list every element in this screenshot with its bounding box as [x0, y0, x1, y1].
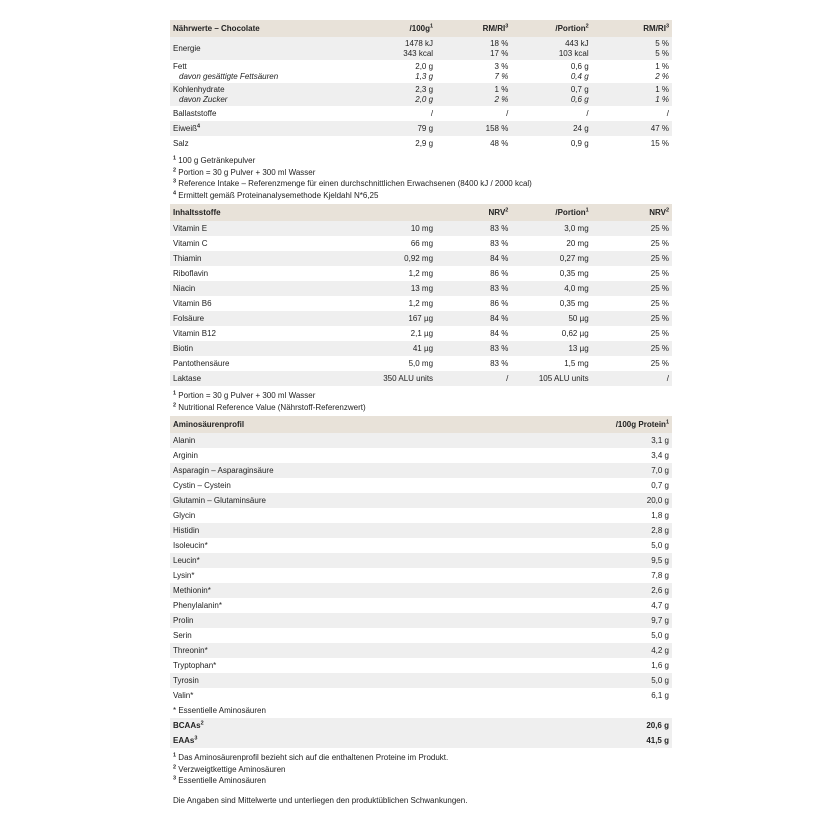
ingredient-per-portion: 4,0 mg [511, 281, 591, 296]
ri-per-portion-value: 5 % [655, 39, 669, 48]
nutrition-row [170, 83, 672, 106]
nutrition-row [170, 106, 672, 121]
nutrition-header-ri1: $RM/RI^3$ [436, 20, 511, 37]
footnote [173, 752, 669, 764]
ingredient-row [170, 296, 672, 311]
ingredient-name: Laktase [170, 371, 361, 386]
per-portion-value-sub: 0,6 g [570, 94, 589, 104]
per-portion-value-cell [511, 83, 591, 106]
ingredient-nrv-per100: 83 % [436, 221, 511, 236]
ri-per100-value-cell [436, 106, 511, 121]
per100-value-sub: 343 kcal [403, 48, 434, 58]
ingredient-nrv-per-portion: 25 % [650, 329, 669, 338]
per-portion-value: 0,9 g [570, 139, 589, 148]
footnote-number: 1 [173, 155, 177, 162]
ingredient-nrv-per100: 83 % [490, 359, 509, 368]
ingredient-nrv-per100: 86 % [490, 269, 509, 278]
amino-row [170, 433, 672, 448]
ingredient-per-portion: 13 µg [511, 341, 591, 356]
per100-value-sub: 2,0 g [415, 94, 434, 104]
ingredient-nrv-per-portion: 25 % [592, 221, 672, 236]
ri-per-portion-value: 1 % [655, 62, 669, 71]
footnote-marker: 3 [194, 735, 198, 742]
nutrient-name-cell [170, 136, 361, 151]
ri-per100-value-cell [436, 83, 511, 106]
ingredient-row [170, 236, 672, 251]
ingredient-name: Vitamin E [170, 221, 361, 236]
essential-note-row [170, 703, 672, 718]
nutrient-subname: davon Zucker [179, 94, 228, 104]
ingredient-nrv-per-portion: 25 % [650, 239, 669, 248]
ingredient-row [170, 356, 672, 371]
ingredient-name: Vitamin B6 [173, 299, 212, 308]
amino-name: Prolin [170, 613, 572, 628]
amino-name: Lysin* [173, 571, 195, 580]
ingredient-per100: 5,0 mg [408, 359, 434, 368]
nutrition-header-row [170, 20, 672, 37]
amino-value: 5,0 g [651, 631, 669, 640]
per100-value-cell [361, 83, 436, 106]
ri-per100-value-cell [436, 60, 511, 83]
amino-value: 1,6 g [651, 661, 669, 670]
per-portion-value: 0,7 g [570, 85, 589, 94]
amino-name: Isoleucin* [173, 541, 208, 550]
amino-row [170, 463, 672, 478]
ingredient-nrv-per-portion: 25 % [592, 251, 672, 266]
amino-row [170, 658, 672, 673]
per100-value: 2,3 g [415, 85, 434, 94]
per-portion-value: 0,6 g [570, 62, 589, 71]
amino-name: Tryptophan* [173, 661, 217, 670]
nutrient-name: Ballaststoffe [173, 109, 217, 118]
footnote-number: 4 [173, 189, 177, 196]
amino-total-value: 41,5 g [572, 733, 672, 748]
footnote-marker: 4 [197, 123, 201, 130]
ri-per-portion-value-cell [592, 121, 672, 136]
per-portion-value-cell [511, 106, 591, 121]
ingredient-per-portion: 50 µg [511, 311, 591, 326]
amino-row [170, 688, 672, 703]
ri-per-portion-value-cell [592, 136, 672, 151]
amino-value: 3,1 g [572, 433, 672, 448]
amino-name: Glycin [173, 511, 196, 520]
nutrition-document [170, 20, 672, 811]
amino-row [170, 568, 672, 583]
ri-per100-value-cell [436, 37, 511, 60]
amino-row [170, 493, 672, 508]
amino-row [170, 553, 672, 568]
per100-value-cell [361, 121, 436, 136]
amino-row [170, 538, 672, 553]
ri-per-portion-value-cell [592, 37, 672, 60]
amino-name: Histidin [170, 523, 572, 538]
ingredient-nrv-per-portion: / [592, 371, 672, 386]
amino-header-row [170, 416, 672, 433]
ingredient-nrv-per100: 84 % [436, 251, 511, 266]
amino-value: 2,8 g [572, 523, 672, 538]
ingredient-per-portion: 1,5 mg [564, 359, 589, 368]
footnote-text: Das Aminosäurenprofil bezieht sich auf die enthaltenen Proteine im Produkt. [178, 753, 449, 762]
per-portion-value-sub: 103 kcal [558, 48, 589, 58]
ri-per-portion-value-cell [592, 106, 672, 121]
amino-name: Tyrosin [170, 673, 572, 688]
ingredient-name: Pantothensäure [173, 359, 230, 368]
ingredient-row [170, 341, 672, 356]
nutrient-name-cell [170, 60, 361, 83]
ingredient-row [170, 251, 672, 266]
amino-value: 5,0 g [572, 673, 672, 688]
ri-per100-value: 3 % [494, 62, 509, 71]
footnote-text: Nutritional Reference Value (Nährstoff-Referenzwert) [178, 402, 366, 412]
footnote-number: 2 [173, 763, 177, 770]
amino-name: Leucin* [170, 553, 572, 568]
amino-name: Valin* [173, 691, 194, 700]
amino-row [170, 448, 672, 463]
ingredient-row [170, 311, 672, 326]
amino-name: Serin [173, 631, 192, 640]
ingredient-per100: 13 mg [361, 281, 436, 296]
per-portion-value-sub: 0,4 g [570, 71, 589, 81]
ingredients-header-blank [361, 204, 436, 221]
amino-total-name-cell [170, 733, 572, 748]
footnote [173, 178, 669, 190]
per-portion-value: 24 g [573, 124, 589, 133]
ingredient-per-portion: 20 mg [566, 239, 589, 248]
ingredient-name: Thiamin [170, 251, 361, 266]
footnote [173, 167, 669, 179]
amino-row [170, 523, 672, 538]
nutrient-name-cell [170, 83, 361, 106]
nutrition-table [170, 20, 672, 151]
ri-per-portion-value: 1 % [655, 85, 669, 94]
ri-per100-value-sub: 7 % [494, 71, 509, 81]
ri-per-portion-value-sub: 2 % [655, 71, 669, 81]
ingredient-per100: 41 µg [361, 341, 436, 356]
amino-value: 2,6 g [572, 583, 672, 598]
footnote [173, 155, 669, 167]
ingredients-header-name: Inhaltsstoffe [170, 204, 361, 221]
ingredient-nrv-per-portion: 25 % [592, 341, 672, 356]
amino-total-row [170, 733, 672, 748]
amino-header-name: Aminosäurenprofil [170, 416, 572, 433]
ingredients-table [170, 204, 672, 386]
ingredient-per100: 1,2 mg [408, 269, 434, 278]
ingredient-nrv-per100: 83 % [436, 341, 511, 356]
footnote-number: 3 [173, 178, 177, 185]
nutrition-row [170, 60, 672, 83]
ingredient-row [170, 281, 672, 296]
amino-total-row [170, 718, 672, 733]
amino-row [170, 508, 672, 523]
footnote-text: Portion = 30 g Pulver + 300 ml Wasser [178, 167, 316, 177]
nutrient-name-cell [170, 37, 361, 60]
ingredient-name: Folsäure [170, 311, 361, 326]
ingredient-per100: 0,92 mg [361, 251, 436, 266]
ri-per-portion-value: / [666, 109, 669, 118]
ingredient-per100: 167 µg [361, 311, 436, 326]
amino-row [170, 478, 672, 493]
ingredient-row [170, 371, 672, 386]
per100-value: 79 g [417, 124, 434, 133]
nutrition-header-per100: $/100g^1$ [361, 20, 436, 37]
per-portion-value-cell [511, 37, 591, 60]
amino-total-name: EAAs [173, 736, 195, 745]
nutrient-subname: davon gesättigte Fettsäuren [179, 71, 279, 81]
ri-per100-value: 18 % [490, 39, 509, 48]
amino-value: 4,2 g [572, 643, 672, 658]
footnote-number: 1 [173, 752, 177, 759]
amino-footnotes [170, 748, 672, 790]
amino-row [170, 613, 672, 628]
ingredient-nrv-per100: 84 % [436, 311, 511, 326]
per100-value: 2,0 g [415, 62, 434, 71]
nutrient-name: Salz [173, 139, 189, 148]
ri-per100-value-cell [436, 136, 511, 151]
nutrition-footnotes [170, 151, 672, 204]
ri-per100-value-sub: 2 % [494, 94, 509, 104]
ingredient-per-portion: 0,35 mg [559, 299, 589, 308]
amino-value: 1,8 g [651, 511, 669, 520]
nutrient-name-cell [170, 106, 361, 121]
nutrient-name: Fett [173, 62, 187, 71]
amino-value: 0,7 g [651, 481, 669, 490]
amino-row [170, 643, 672, 658]
ingredient-per-portion: 105 ALU units [511, 371, 591, 386]
nutrition-row [170, 136, 672, 151]
footnote [173, 390, 669, 402]
amino-value: 6,1 g [651, 691, 669, 700]
footnote-number: 2 [173, 401, 177, 408]
footnote-number: 3 [173, 775, 177, 782]
ri-per-portion-value: 15 % [650, 139, 669, 148]
amino-name: Threonin* [170, 643, 572, 658]
essential-note: * Essentielle Aminosäuren [173, 706, 266, 715]
disclaimer-text: Die Angaben sind Mittelwerte und unterliegen den produktüblichen Schwankungen. [173, 795, 468, 805]
per100-value-sub: 1,3 g [415, 71, 434, 81]
per-portion-value-cell [511, 60, 591, 83]
amino-name: Asparagin – Asparaginsäure [170, 463, 572, 478]
footnote-marker: 2 [200, 720, 204, 727]
ingredients-header-row [170, 204, 672, 221]
ingredient-per-portion: 0,35 mg [559, 269, 589, 278]
amino-name: Cystin – Cystein [173, 481, 231, 490]
nutrition-header-ri2: $RM/RI^3$ [592, 20, 672, 37]
amino-value: 9,7 g [572, 613, 672, 628]
per100-value: 2,9 g [415, 139, 434, 148]
footnote-number: 2 [173, 166, 177, 173]
footnote [173, 190, 669, 202]
amino-table [170, 416, 672, 748]
ingredient-name: Vitamin C [173, 239, 208, 248]
ingredient-name: Vitamin B12 [173, 329, 216, 338]
ingredient-nrv-per-portion: 25 % [592, 281, 672, 296]
ingredient-name: Riboflavin [173, 269, 209, 278]
per100-value-cell [361, 136, 436, 151]
ri-per100-value-cell [436, 121, 511, 136]
ingredients-header-nrv2: NRV$^2$ [592, 204, 672, 221]
ri-per100-value: / [506, 109, 509, 118]
ri-per100-value: 158 % [485, 124, 509, 133]
per-portion-value: / [586, 109, 589, 118]
ingredient-name: Biotin [170, 341, 361, 356]
per100-value: 1478 kJ [405, 39, 434, 48]
amino-value: 7,8 g [651, 571, 669, 580]
amino-name: Alanin [170, 433, 572, 448]
ingredient-nrv-per100: 86 % [490, 299, 509, 308]
footnote-text: Reference Intake – Referenzmenge für einen durchschnittlichen Erwachsenen (8400 kJ / 2000 kcal) [178, 179, 532, 188]
amino-value: 4,7 g [651, 601, 669, 610]
ingredients-header-portion: /Portion$^1$ [511, 204, 591, 221]
ingredient-nrv-per100: 83 % [490, 239, 509, 248]
ri-per-portion-value-sub: 1 % [655, 94, 669, 104]
ingredient-name: Niacin [170, 281, 361, 296]
footnote-text: 100 g Getränkepulver [178, 156, 256, 165]
per-portion-value-cell [511, 121, 591, 136]
ri-per-portion-value-sub: 5 % [655, 48, 669, 58]
per100-value-cell [361, 60, 436, 83]
ingredient-row [170, 221, 672, 236]
amino-value: 3,4 g [651, 451, 669, 460]
ri-per100-value: 1 % [494, 85, 509, 94]
footnote [173, 775, 669, 787]
amino-total-value: 20,6 g [572, 718, 672, 733]
amino-name: Phenylalanin* [173, 601, 222, 610]
per-portion-value: 443 kJ [565, 39, 589, 48]
ingredient-nrv-per-portion: 25 % [650, 269, 669, 278]
amino-value: 9,5 g [572, 553, 672, 568]
ingredient-nrv-per-portion: 25 % [650, 299, 669, 308]
ingredient-per-portion: 0,62 µg [561, 329, 589, 338]
amino-row [170, 628, 672, 643]
ingredient-nrv-per100: 84 % [490, 329, 509, 338]
amino-row [170, 583, 672, 598]
per100-value-cell [361, 37, 436, 60]
nutrition-row [170, 121, 672, 136]
footnote [173, 764, 669, 776]
ingredient-per100: 1,2 mg [408, 299, 434, 308]
ingredient-per100: 10 mg [361, 221, 436, 236]
ingredient-per100: 2,1 µg [410, 329, 434, 338]
ingredient-nrv-per-portion: 25 % [592, 311, 672, 326]
amino-name: Glutamin – Glutaminsäure [170, 493, 572, 508]
nutrient-name-cell [170, 121, 361, 136]
ingredient-per-portion: 3,0 mg [511, 221, 591, 236]
nutrient-name: Eiweiß [173, 124, 198, 133]
ingredient-nrv-per100: 83 % [436, 281, 511, 296]
amino-total-name-cell [170, 718, 572, 733]
ingredient-nrv-per100: / [436, 371, 511, 386]
ri-per-portion-value-cell [592, 83, 672, 106]
footnote-number: 1 [173, 390, 177, 397]
footnote [173, 402, 669, 414]
ingredient-per-portion: 0,27 mg [511, 251, 591, 266]
footnote-text: Portion = 30 g Pulver + 300 ml Wasser [178, 391, 316, 400]
amino-value: 20,0 g [572, 493, 672, 508]
per100-value: / [430, 109, 434, 118]
amino-header-value: /100g Protein$^1$ [572, 416, 672, 433]
amino-name: Methionin* [170, 583, 572, 598]
nutrition-row [170, 37, 672, 60]
ingredients-footnotes [170, 386, 672, 416]
ingredient-row [170, 326, 672, 341]
ingredient-per100: 350 ALU units [361, 371, 436, 386]
amino-total-name: BCAAs [173, 721, 201, 730]
per-portion-value-cell [511, 136, 591, 151]
ingredient-nrv-per-portion: 25 % [650, 359, 669, 368]
ri-per-portion-value-cell [592, 60, 672, 83]
footnote-text: Ermittelt gemäß Proteinanalysemethode Kjeldahl N*6,25 [178, 190, 379, 200]
nutrient-name: Kohlenhydrate [173, 85, 225, 94]
ri-per-portion-value: 47 % [650, 124, 669, 133]
footnote-text: Verzweigtkettige Aminosäuren [178, 764, 286, 774]
ri-per100-value: 48 % [490, 139, 509, 148]
per100-value-cell [361, 106, 436, 121]
amino-name: Arginin [173, 451, 198, 460]
amino-value: 5,0 g [651, 541, 669, 550]
amino-value: 7,0 g [572, 463, 672, 478]
nutrition-header-name: Nährwerte – Chocolate [170, 20, 361, 37]
amino-row [170, 673, 672, 688]
nutrient-name: Energie [173, 43, 201, 53]
ri-per100-value-sub: 17 % [490, 48, 509, 58]
ingredients-header-nrv1: NRV$^2$ [436, 204, 511, 221]
ingredient-per100: 66 mg [410, 239, 434, 248]
amino-row [170, 598, 672, 613]
footnote-text: Essentielle Aminosäuren [178, 776, 266, 785]
nutrition-header-portion: /Portion$^2$ [511, 20, 591, 37]
ingredient-row [170, 266, 672, 281]
